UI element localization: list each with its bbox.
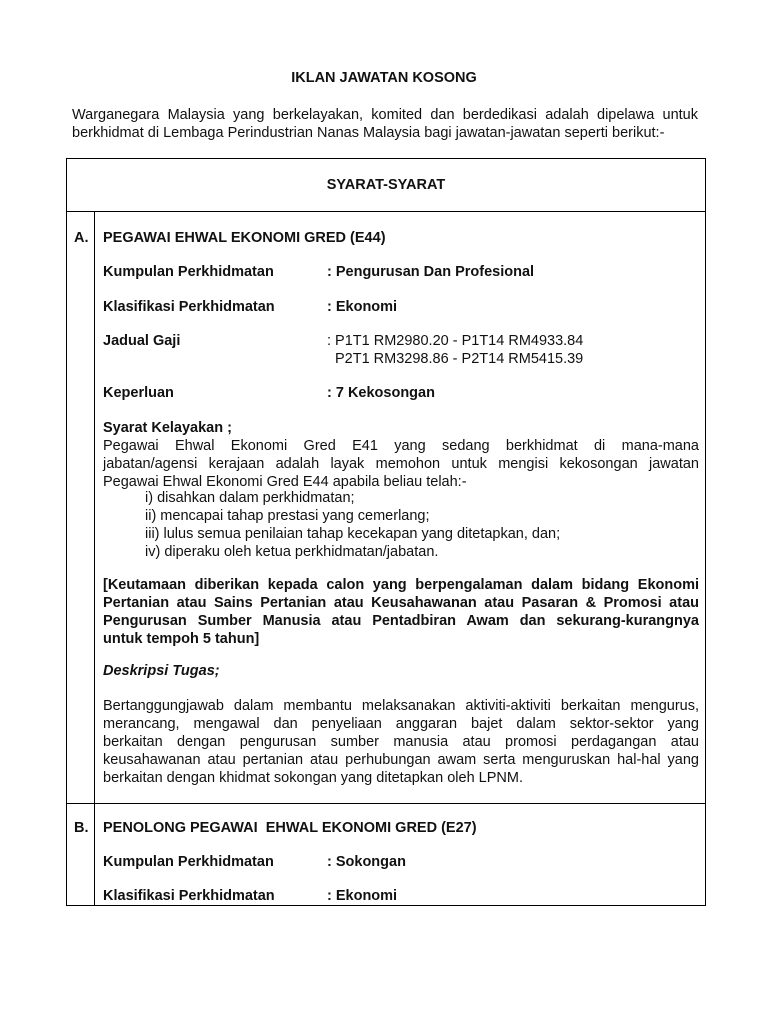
keutamaan-line: Pertanian atau Sains Pertanian atau Keusahawanan atau Pasaran & Promosi atau bbox=[103, 595, 699, 611]
syarat-line: Pegawai Ehwal Ekonomi Gred E41 yang sedang berkhidmat di mana-mana bbox=[103, 438, 699, 454]
syarat-list bbox=[145, 489, 560, 561]
table-border-top bbox=[66, 158, 706, 159]
list-item: i) disahkan dalam perkhidmatan; bbox=[145, 490, 355, 506]
field-label: Klasifikasi Perkhidmatan bbox=[103, 888, 275, 904]
field-value: : Ekonomi bbox=[327, 299, 398, 315]
field-label: Kumpulan Perkhidmatan bbox=[103, 264, 274, 280]
field-value: : Pengurusan Dan Profesional bbox=[327, 264, 535, 280]
intro-paragraph bbox=[72, 106, 698, 142]
list-item: iii) lulus semua penilaian tahap kecekapan yang ditetapkan, dan; bbox=[145, 526, 561, 542]
field-label: Jadual Gaji bbox=[103, 333, 181, 349]
deskripsi-line: Bertanggungjawab dalam membantu melaksanakan aktiviti-aktiviti berkaitan mengurus, bbox=[103, 698, 699, 714]
deskripsi-line: berkaitan dengan pengurusan sumber manusia atau promosi perdagangan atau bbox=[103, 734, 699, 750]
keutamaan-line: [Keutamaan diberikan kepada calon yang berpengalaman dalam bidang Ekonomi bbox=[103, 577, 699, 593]
keutamaan-line: Pengurusan Sumber Manusia atau Pentadbiran Awam dan sekurang-kurangnya bbox=[103, 613, 699, 629]
keutamaan-line: untuk tempoh 5 tahun] bbox=[103, 631, 260, 647]
table-header-divider bbox=[66, 211, 706, 212]
deskripsi-line: merancang, mengawal dan penyeliaan anggaran bajet dalam sektor-sektor yang bbox=[103, 716, 699, 732]
list-item: ii) mencapai tahap prestasi yang cemerlang; bbox=[145, 508, 430, 524]
page-title: IKLAN JAWATAN KOSONG bbox=[291, 70, 477, 86]
syarat-line: Pegawai Ehwal Ekonomi Gred E44 apabila beliau telah:- bbox=[103, 474, 467, 490]
deskripsi-paragraph bbox=[103, 697, 699, 787]
field-label: Klasifikasi Perkhidmatan bbox=[103, 299, 275, 315]
field-value: : 7 Kekosongan bbox=[327, 385, 435, 401]
intro-line: berkhidmat di Lembaga Perindustrian Nanas Malaysia bagi jawatan-jawatan seperti berikut:- bbox=[72, 125, 665, 141]
section-letter: B. bbox=[74, 820, 89, 836]
deskripsi-line: keusahawanan atau pertanian atau perhubungan awam serta menguruskan hal-hal yang bbox=[103, 752, 699, 768]
table-border-bottom bbox=[66, 905, 706, 906]
table-border-right bbox=[705, 158, 706, 906]
section-title: PENOLONG PEGAWAI EHWAL EKONOMI GRED (E27) bbox=[103, 820, 477, 836]
deskripsi-line: berkaitan dengan khidmat sokongan yang ditetapkan oleh LPNM. bbox=[103, 770, 523, 786]
table-border-left bbox=[66, 158, 67, 906]
field-value: : P1T1 RM2980.20 - P1T14 RM4933.84 bbox=[327, 333, 584, 349]
field-value: : Ekonomi bbox=[327, 888, 398, 904]
letter-column-divider bbox=[94, 211, 95, 906]
field-label: Kumpulan Perkhidmatan bbox=[103, 854, 274, 870]
field-value: P2T1 RM3298.86 - P2T14 RM5415.39 bbox=[335, 351, 584, 367]
section-letter: A. bbox=[74, 230, 89, 246]
list-item: iv) diperaku oleh ketua perkhidmatan/jabatan. bbox=[145, 544, 439, 560]
section-divider bbox=[66, 803, 706, 804]
field-label: Keperluan bbox=[103, 385, 174, 401]
keutamaan-paragraph bbox=[103, 576, 699, 648]
syarat-line: jabatan/agensi kerajaan adalah layak memohon untuk mengisi kekosongan jawatan bbox=[103, 456, 699, 472]
syarat-heading: Syarat Kelayakan ; bbox=[103, 420, 232, 436]
deskripsi-heading: Deskripsi Tugas; bbox=[103, 663, 220, 679]
table-header: SYARAT-SYARAT bbox=[326, 177, 446, 193]
syarat-paragraph bbox=[103, 437, 699, 491]
intro-line: Warganegara Malaysia yang berkelayakan, komited dan berdedikasi adalah dipelawa untuk bbox=[72, 107, 698, 123]
field-value: : Sokongan bbox=[327, 854, 406, 870]
section-title: PEGAWAI EHWAL EKONOMI GRED (E44) bbox=[103, 230, 386, 246]
